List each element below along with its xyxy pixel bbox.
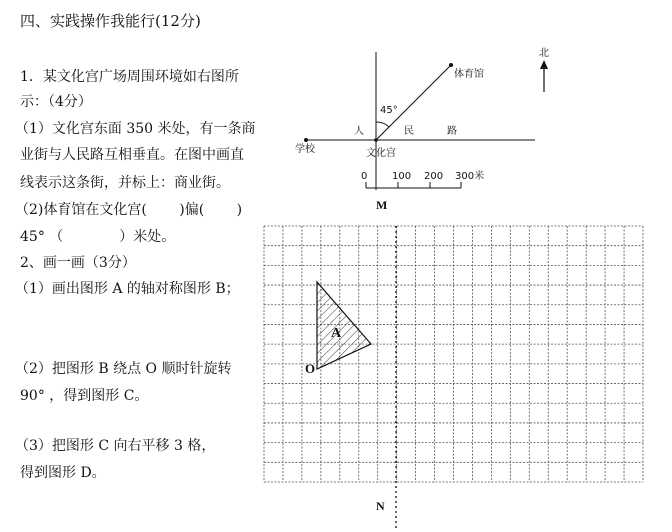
- q2-part1: （1）画出图形 A 的轴对称图形 B；: [15, 281, 240, 297]
- q2-part2-line2: 90° ，得到图形 C。: [20, 388, 149, 404]
- road-char-lu: 路: [447, 126, 457, 137]
- q2-part2-line1: （2）把图形 B 绕点 O 顺时针旋转: [15, 361, 232, 377]
- q2-line1: 2、画一画（3分）: [20, 255, 136, 271]
- center-label: 文化宫: [366, 148, 396, 159]
- shape-a-triangle: [317, 282, 371, 369]
- north-label: 北: [539, 48, 549, 59]
- point-o-label: O: [305, 361, 316, 376]
- q1-part2-line1: （2)体育馆在文化宫( )偏( ): [15, 202, 243, 218]
- shape-a-label: A: [331, 326, 342, 341]
- q2-part3-line1: （3）把图形 C 向右平移 3 格，: [15, 438, 216, 454]
- stadium-label: 体育馆: [454, 69, 484, 80]
- q1-part2-line2: 45° （ ）米处。: [20, 229, 176, 245]
- axis-top-label: M: [376, 198, 388, 212]
- q1-part1-line3: 线表示这条街，并标上：商业街。: [20, 175, 230, 191]
- road-char-ren: 人: [354, 126, 364, 137]
- school-label: 学校: [295, 144, 315, 155]
- q1-part1-line1: （1）文化宫东面 350 米处，有一条商: [15, 121, 256, 137]
- north-arrow-icon: [540, 60, 548, 92]
- angle-label: 45°: [380, 105, 398, 116]
- angle-arc: [376, 122, 389, 127]
- scale-300-label: 300米: [455, 171, 485, 182]
- scale-100-label: 100: [392, 171, 412, 182]
- center-point: [374, 138, 378, 142]
- stadium-point: [449, 63, 453, 67]
- scale-200-label: 200: [424, 171, 444, 182]
- q1-part1-line2: 业街与人民路互相垂直。在图中画直: [20, 147, 244, 163]
- axis-bottom-label: N: [376, 499, 385, 513]
- scale-bar: [366, 182, 461, 188]
- q1-line2: 示：（4分）: [20, 94, 92, 110]
- section-heading: 四、实践操作我能行(12分): [20, 12, 201, 30]
- scale-0-label: 0: [361, 171, 368, 182]
- q1-line1: 1．某文化宫广场周围环境如右图所: [20, 69, 239, 85]
- school-point: [304, 138, 308, 142]
- q2-part3-line2: 得到图形 D。: [20, 465, 106, 481]
- road-char-min: 民: [404, 126, 414, 137]
